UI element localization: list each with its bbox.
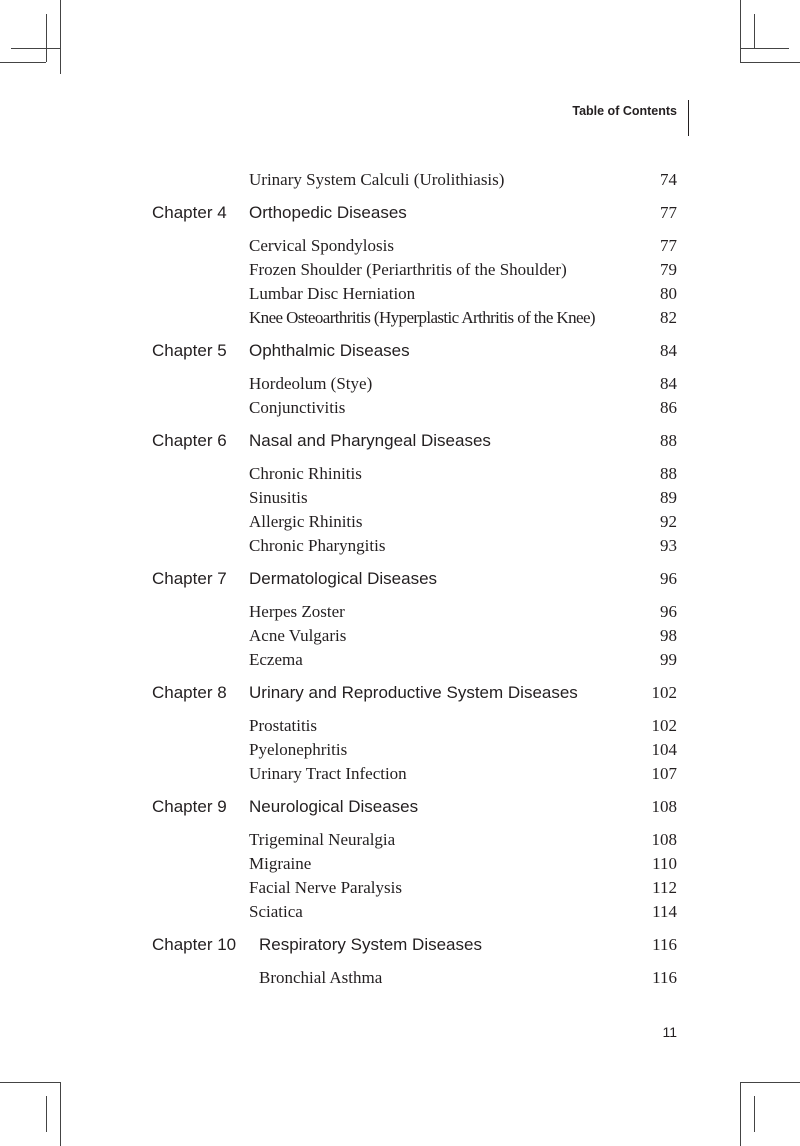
toc-entry <box>152 510 677 534</box>
chapter-row <box>152 795 677 819</box>
page-ref: 84 <box>660 341 677 360</box>
crop-mark <box>46 14 47 62</box>
crop-mark <box>60 1082 61 1146</box>
toc-entry <box>152 168 677 192</box>
chapter-title: Neurological Diseases <box>249 797 419 816</box>
page-ref: 77 <box>660 236 677 255</box>
chapter-label: Chapter 5 <box>152 341 227 360</box>
toc-entry <box>152 306 677 330</box>
crop-mark <box>11 48 60 49</box>
page-ref: 84 <box>660 374 677 393</box>
page-ref: 108 <box>651 830 677 849</box>
toc-entry <box>152 714 677 738</box>
toc-entry <box>152 852 677 876</box>
toc-entry <box>152 534 677 558</box>
chapter-row <box>152 567 677 591</box>
entry-title: Cervical Spondylosis <box>249 236 394 255</box>
chapter-row <box>152 339 677 363</box>
entry-title: Facial Nerve Paralysis <box>249 878 402 897</box>
crop-mark <box>60 0 61 74</box>
entry-title: Urinary System Calculi (Urolithiasis) <box>249 170 505 189</box>
entry-title: Knee Osteoarthritis (Hyperplastic Arthritis of the Knee) <box>249 308 595 327</box>
page-ref: 104 <box>651 740 677 759</box>
crop-mark <box>740 48 789 49</box>
entry-title: Prostatitis <box>249 716 318 735</box>
entry-title: Eczema <box>249 650 303 669</box>
page-ref: 102 <box>651 716 677 735</box>
toc-entry <box>152 648 677 672</box>
page-ref: 77 <box>660 203 677 222</box>
chapter-title: Nasal and Pharyngeal Diseases <box>249 431 491 450</box>
page-ref: 116 <box>652 968 677 987</box>
crop-mark <box>740 62 800 63</box>
chapter-row <box>152 201 677 225</box>
page-ref: 96 <box>660 602 677 621</box>
running-header: Table of Contents <box>572 104 677 118</box>
toc-entry <box>152 600 677 624</box>
page-ref: 112 <box>652 878 677 897</box>
crop-mark <box>740 1082 800 1083</box>
chapter-title: Urinary and Reproductive System Diseases <box>249 683 578 702</box>
chapter-title: Ophthalmic Diseases <box>249 341 410 360</box>
entry-title: Allergic Rhinitis <box>249 512 363 531</box>
entry-title: Bronchial Asthma <box>259 968 383 987</box>
toc-entry <box>152 966 677 990</box>
toc-entry <box>152 462 677 486</box>
page-ref: 79 <box>660 260 677 279</box>
entry-title: Migraine <box>249 854 312 873</box>
entry-title: Trigeminal Neuralgia <box>249 830 396 849</box>
chapter-row <box>152 681 677 705</box>
page-ref: 99 <box>660 650 677 669</box>
chapter-label: Chapter 8 <box>152 683 227 702</box>
toc-entry <box>152 876 677 900</box>
chapter-title: Respiratory System Diseases <box>259 935 482 954</box>
chapter-label: Chapter 9 <box>152 797 227 816</box>
page-ref: 114 <box>652 902 677 921</box>
header-rule <box>688 100 689 136</box>
page-ref: 88 <box>660 464 677 483</box>
table-of-contents <box>152 168 677 990</box>
page-ref: 80 <box>660 284 677 303</box>
toc-entry <box>152 396 677 420</box>
page-ref: 108 <box>651 797 677 816</box>
page-number: 11 <box>662 1024 677 1040</box>
toc-entry <box>152 234 677 258</box>
page-ref: 88 <box>660 431 677 450</box>
toc-entry <box>152 486 677 510</box>
entry-title: Urinary Tract Infection <box>249 764 407 783</box>
entry-title: Chronic Rhinitis <box>249 464 362 483</box>
toc-entry <box>152 762 677 786</box>
toc-entry <box>152 900 677 924</box>
entry-title: Sinusitis <box>249 488 308 507</box>
toc-entry <box>152 282 677 306</box>
page-ref: 98 <box>660 626 677 645</box>
entry-title: Chronic Pharyngitis <box>249 536 386 555</box>
page-ref: 92 <box>660 512 677 531</box>
chapter-label: Chapter 10 <box>152 935 237 954</box>
chapter-title: Dermatological Diseases <box>249 569 438 588</box>
chapter-row <box>152 429 677 453</box>
crop-mark <box>754 1096 755 1132</box>
crop-mark <box>754 14 755 48</box>
toc-entry <box>152 828 677 852</box>
page-ref: 74 <box>660 170 677 189</box>
page-ref: 102 <box>651 683 677 702</box>
entry-title: Hordeolum (Stye) <box>249 374 373 393</box>
toc-entry <box>152 258 677 282</box>
crop-mark <box>0 1082 60 1083</box>
page-ref: 86 <box>660 398 677 417</box>
page-ref: 82 <box>660 308 677 327</box>
crop-mark <box>0 62 46 63</box>
page-ref: 116 <box>652 935 677 954</box>
entry-title: Frozen Shoulder (Periarthritis of the Shoulder) <box>249 260 567 279</box>
entry-title: Lumbar Disc Herniation <box>249 284 416 303</box>
chapter-label: Chapter 7 <box>152 569 227 588</box>
toc-entry <box>152 372 677 396</box>
chapter-label: Chapter 4 <box>152 203 227 222</box>
page-ref: 110 <box>652 854 677 873</box>
page-ref: 96 <box>660 569 677 588</box>
chapter-row <box>152 933 677 957</box>
toc-entry <box>152 624 677 648</box>
chapter-label: Chapter 6 <box>152 431 227 450</box>
chapter-title: Orthopedic Diseases <box>249 203 407 222</box>
page-ref: 107 <box>651 764 677 783</box>
entry-title: Conjunctivitis <box>249 398 346 417</box>
entry-title: Pyelonephritis <box>249 740 348 759</box>
entry-title: Acne Vulgaris <box>249 626 347 645</box>
crop-mark <box>740 0 741 62</box>
entry-title: Herpes Zoster <box>249 602 345 621</box>
page-ref: 89 <box>660 488 677 507</box>
crop-mark <box>46 1096 47 1132</box>
entry-title: Sciatica <box>249 902 303 921</box>
page-ref: 93 <box>660 536 677 555</box>
toc-entry <box>152 738 677 762</box>
crop-mark <box>740 1082 741 1146</box>
